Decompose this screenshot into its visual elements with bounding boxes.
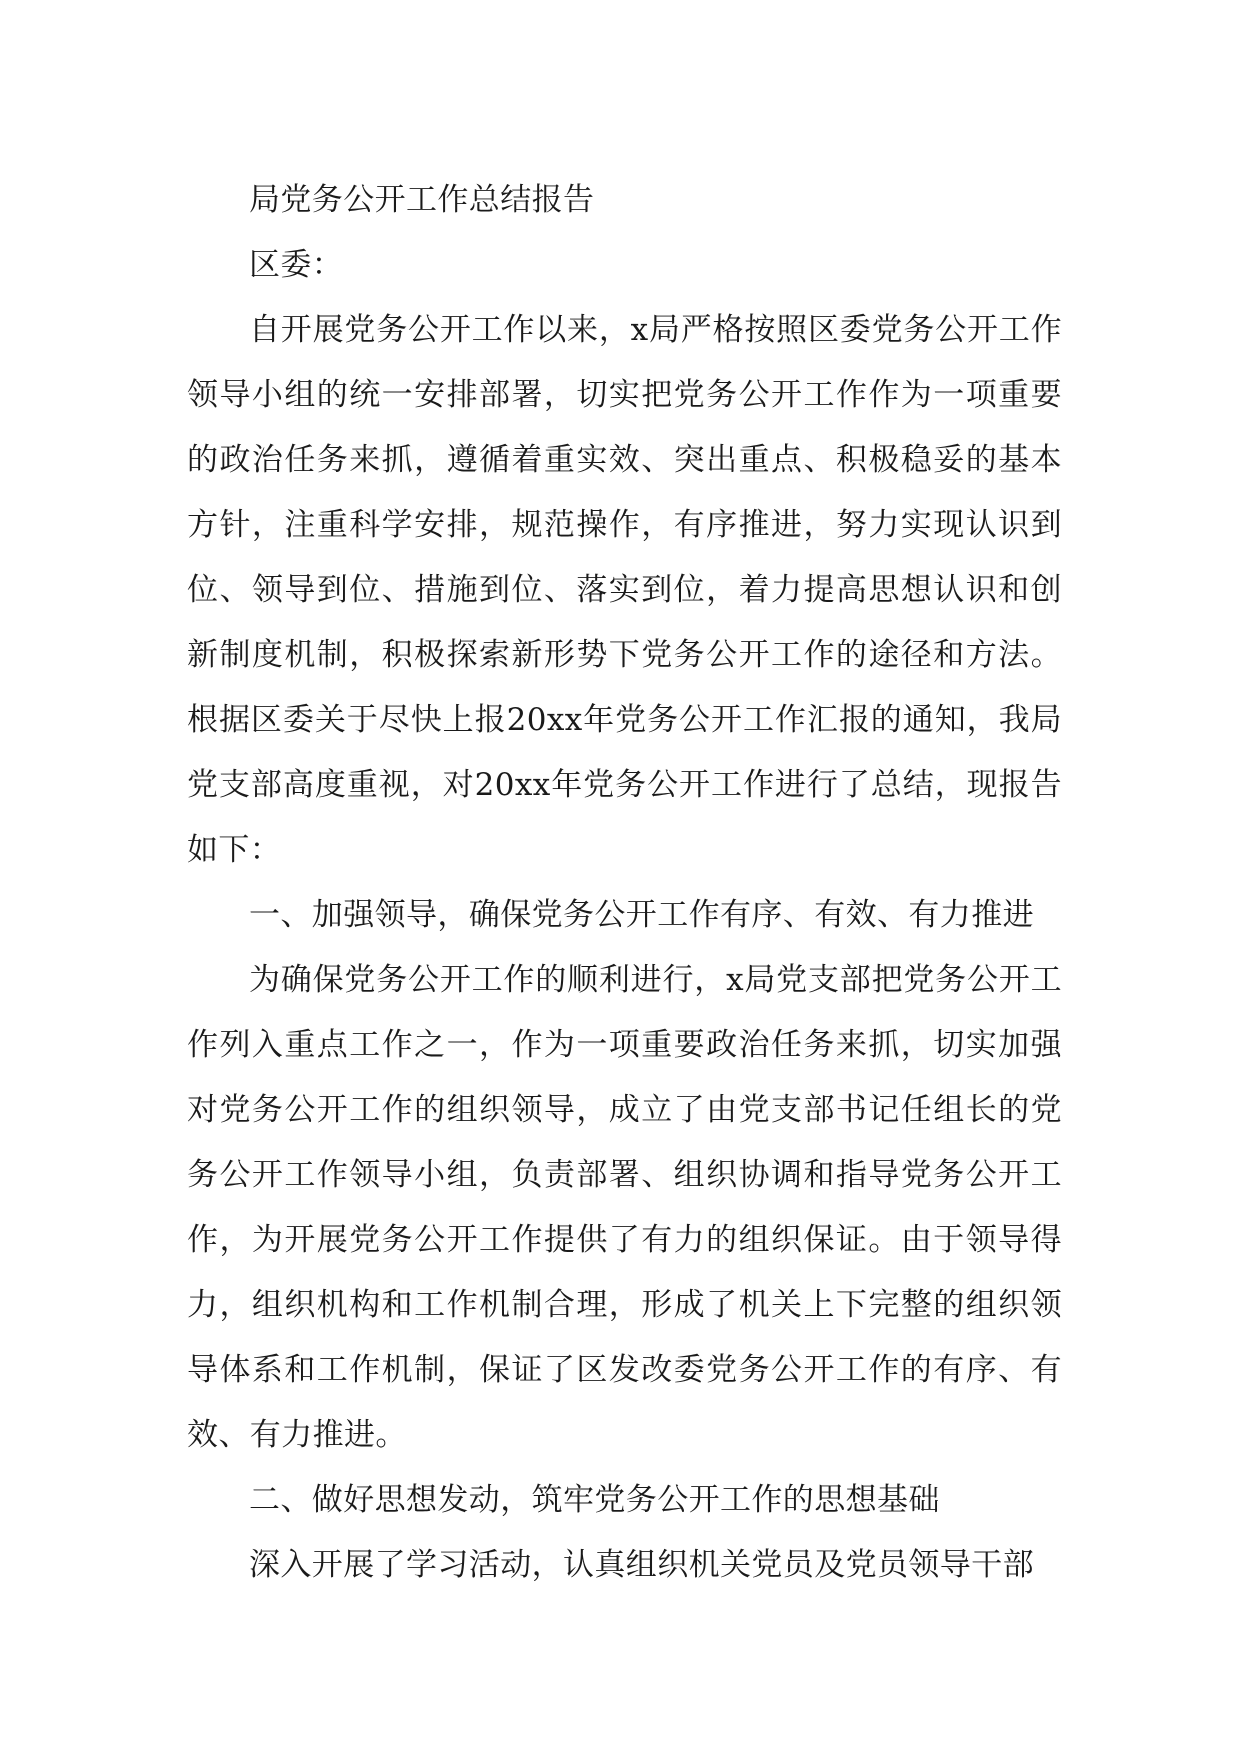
section-heading-1: 一、加强领导，确保党务公开工作有序、有效、有力推进 xyxy=(249,897,1034,933)
salutation: 区委： xyxy=(249,247,344,283)
paragraph-section-2: 深入开展了学习活动，认真组织机关党员及党员领导干部 xyxy=(249,1547,1034,1583)
document-title: 局党务公开工作总结报告 xyxy=(249,182,595,218)
paragraph-section-1: 为确保党务公开工作的顺利进行，x局党支部把党务公开工作列入重点工作之一，作为一项重要政治任务来抓，切实加强对党务公开工作的组织领导，成立了由党支部书记任组长的党务公开工作领导小组，负责部署、组织协调和指导党务公开工作，为开展党务公开工作提供了有力的组织保证。由于领导得力，组织机构和工作机制合理，形成了机关上下完整的组织领导体系和工作机制，保证了区发改委党务公开工作的有序、有效、有力推进。 xyxy=(187,962,1062,1453)
document-body xyxy=(187,168,1062,1598)
section-heading-2: 二、做好思想发动，筑牢党务公开工作的思想基础 xyxy=(249,1482,940,1518)
paragraph-intro: 自开展党务公开工作以来，x局严格按照区委党务公开工作领导小组的统一安排部署，切实把党务公开工作作为一项重要的政治任务来抓，遵循着重实效、突出重点、积极稳妥的基本方针，注重科学安排，规范操作，有序推进，努力实现认识到位、领导到位、措施到位、落实到位，着力提高思想认识和创新制度机制，积极探索新形势下党务公开工作的途径和方法。根据区委关于尽快上报20xx年党务公开工作汇报的通知，我局党支部高度重视，对20xx年党务公开工作进行了总结，现报告如下： xyxy=(187,312,1062,868)
